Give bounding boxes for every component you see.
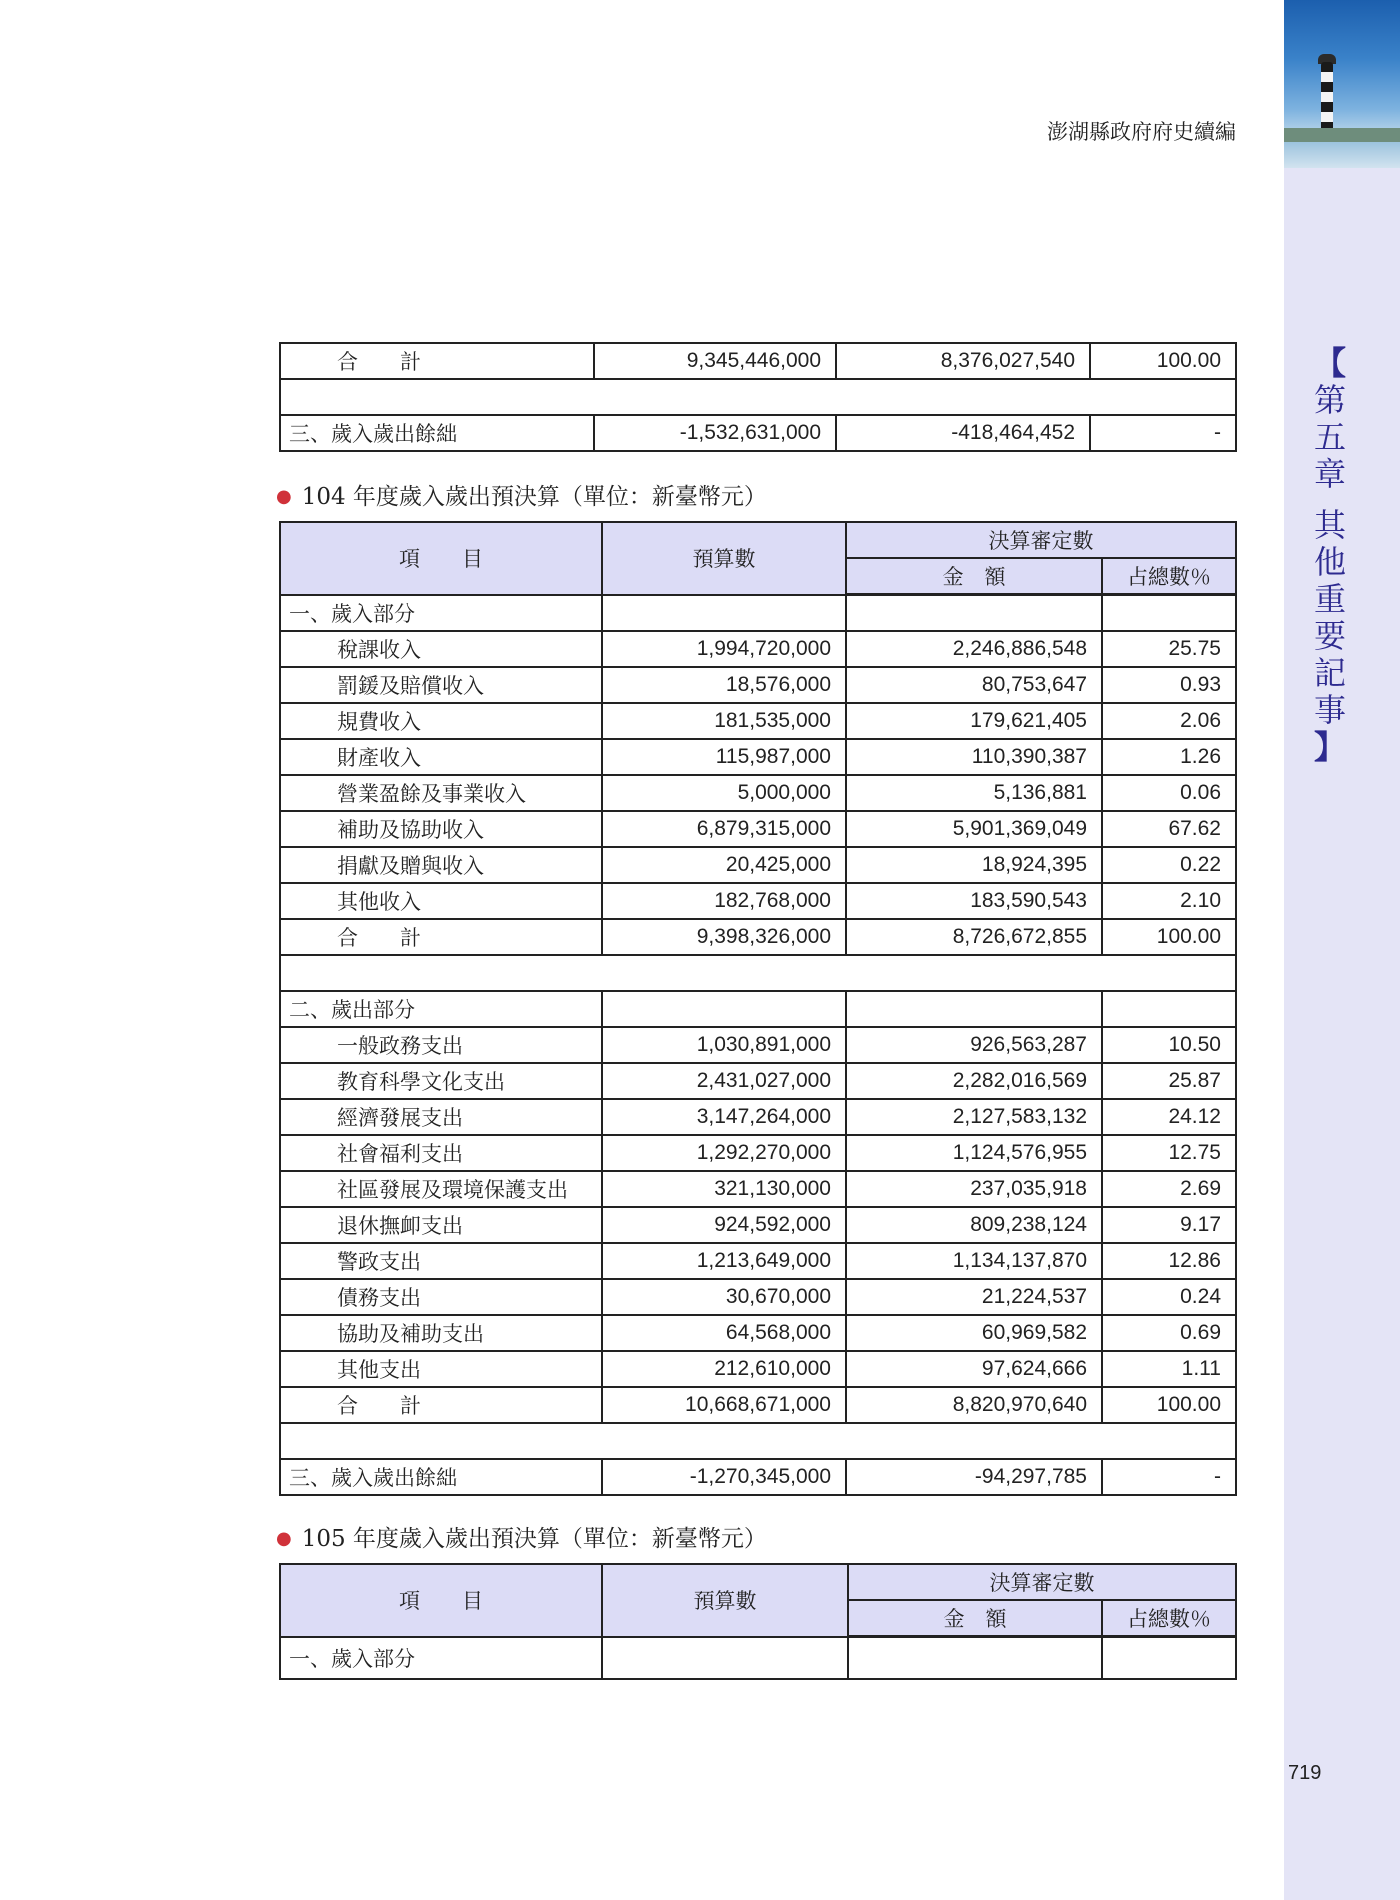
sea [1284, 142, 1400, 168]
amount-cell: 18,924,395 [846, 847, 1102, 883]
row-label: 社會福利支出 [280, 1135, 602, 1171]
amount-cell: 80,753,647 [846, 667, 1102, 703]
chapter-char: 【 [1313, 344, 1346, 382]
budget-cell: 1,292,270,000 [602, 1135, 846, 1171]
budget-cell: 30,670,000 [602, 1279, 846, 1315]
amount-cell: 8,820,970,640 [846, 1387, 1102, 1423]
row-label: 罰鍰及賠償收入 [280, 667, 602, 703]
table-row [280, 1243, 1236, 1279]
revenue-title: 一、歲入部分 [280, 1637, 602, 1679]
table-row [280, 811, 1236, 847]
amount-cell: -418,464,452 [836, 415, 1090, 451]
row-label: 捐獻及贈與收入 [280, 847, 602, 883]
amount-cell: 2,127,583,132 [846, 1099, 1102, 1135]
budget-cell: 212,610,000 [602, 1351, 846, 1387]
section-row [280, 991, 1236, 1027]
table-row [280, 1135, 1236, 1171]
amount-cell: 1,134,137,870 [846, 1243, 1102, 1279]
table-row [280, 631, 1236, 667]
budget-cell: 924,592,000 [602, 1207, 846, 1243]
amount-cell: 2,246,886,548 [846, 631, 1102, 667]
budget-cell: 1,030,891,000 [602, 1027, 846, 1063]
budget-cell: 9,345,446,000 [594, 343, 836, 379]
amount-cell: 5,136,881 [846, 775, 1102, 811]
table-row [280, 847, 1236, 883]
amount-cell: 97,624,666 [846, 1351, 1102, 1387]
table-row [280, 703, 1236, 739]
chapter-char: 五 [1313, 418, 1346, 456]
lighthouse-image [1284, 0, 1400, 168]
budget-cell: 1,213,649,000 [602, 1243, 846, 1279]
table-104 [279, 521, 1237, 1496]
row-label: 規費收入 [280, 703, 602, 739]
pct-cell: 12.75 [1102, 1135, 1236, 1171]
header-row [280, 1564, 1236, 1600]
row-label: 稅課收入 [280, 631, 602, 667]
table-row [280, 1171, 1236, 1207]
header-pct: 占總數％ [1102, 558, 1236, 595]
table-row [280, 1315, 1236, 1351]
blank-row [280, 379, 1236, 415]
amount-cell: 8,376,027,540 [836, 343, 1090, 379]
row-label: 合 計 [280, 919, 602, 955]
amount-cell: 1,124,576,955 [846, 1135, 1102, 1171]
bullet-icon: ● [276, 486, 292, 507]
table-row [280, 775, 1236, 811]
prev-table [279, 342, 1237, 452]
blank-row [280, 955, 1236, 991]
budget-cell: 6,879,315,000 [602, 811, 846, 847]
section-row [280, 1637, 1236, 1679]
section-heading-105 [276, 1520, 767, 1553]
table-row [280, 1387, 1236, 1423]
pct-cell: 100.00 [1090, 343, 1236, 379]
table-row [280, 1279, 1236, 1315]
amount-cell: 5,901,369,049 [846, 811, 1102, 847]
chapter-char: 其 [1313, 506, 1346, 544]
pct-cell: 0.93 [1102, 667, 1236, 703]
table-row [280, 1063, 1236, 1099]
budget-cell: 115,987,000 [602, 739, 846, 775]
header-budget: 預算數 [602, 1564, 848, 1637]
row-label: 其他收入 [280, 883, 602, 919]
row-label: 協助及補助支出 [280, 1315, 602, 1351]
header-amount: 金 額 [848, 1600, 1102, 1637]
revenue-rows [280, 631, 1236, 955]
row-label: 合 計 [280, 1387, 602, 1423]
pct-cell: 2.10 [1102, 883, 1236, 919]
heading-text: 104 年度歲入歲出預決算（單位：新臺幣元） [301, 484, 767, 510]
table-row [280, 739, 1236, 775]
chapter-gap [1300, 493, 1360, 507]
header-budget: 預算數 [602, 522, 846, 595]
pct-cell: 2.06 [1102, 703, 1236, 739]
page-number: 719 [1288, 1762, 1322, 1784]
book-title: 澎湖縣政府府史續編 [1047, 120, 1236, 144]
chapter-char: 他 [1313, 543, 1346, 581]
budget-cell: 18,576,000 [602, 667, 846, 703]
budget-cell: 5,000,000 [602, 775, 846, 811]
table-row [280, 343, 1236, 379]
budget-cell: 182,768,000 [602, 883, 846, 919]
chapter-char: 要 [1313, 617, 1346, 655]
amount-cell: 926,563,287 [846, 1027, 1102, 1063]
section-row [280, 595, 1236, 632]
chapter-char: 章 [1313, 455, 1346, 493]
amount-cell: 809,238,124 [846, 1207, 1102, 1243]
row-label: 經濟發展支出 [280, 1099, 602, 1135]
pct-cell: 0.69 [1102, 1315, 1236, 1351]
pct-cell: - [1102, 1459, 1236, 1495]
table-row [280, 667, 1236, 703]
chapter-char: 記 [1313, 654, 1346, 692]
pct-cell: 100.00 [1102, 919, 1236, 955]
row-label: 補助及協助收入 [280, 811, 602, 847]
pct-cell: 12.86 [1102, 1243, 1236, 1279]
budget-cell: -1,532,631,000 [594, 415, 836, 451]
row-label: 警政支出 [280, 1243, 602, 1279]
row-label: 營業盈餘及事業收入 [280, 775, 602, 811]
chapter-char: 事 [1313, 691, 1346, 729]
amount-cell: 179,621,405 [846, 703, 1102, 739]
header-item: 項 目 [280, 1564, 602, 1637]
budget-cell: 20,425,000 [602, 847, 846, 883]
pct-cell: 0.24 [1102, 1279, 1236, 1315]
row-label: 三、歲入歲出餘絀 [280, 415, 594, 451]
pct-cell: 1.11 [1102, 1351, 1236, 1387]
header-item: 項 目 [280, 522, 602, 595]
table-105 [279, 1563, 1237, 1680]
header-final: 決算審定數 [846, 522, 1236, 558]
chapter-char: 】 [1313, 728, 1346, 766]
budget-cell: 2,431,027,000 [602, 1063, 846, 1099]
row-label: 教育科學文化支出 [280, 1063, 602, 1099]
ground [1284, 128, 1400, 142]
pct-cell: 24.12 [1102, 1099, 1236, 1135]
expenditure-title: 二、歲出部分 [280, 991, 602, 1027]
table-row [280, 1027, 1236, 1063]
side-band [1284, 0, 1400, 1900]
pct-cell: 10.50 [1102, 1027, 1236, 1063]
pct-cell: 1.26 [1102, 739, 1236, 775]
table-row [280, 883, 1236, 919]
pct-cell: 0.22 [1102, 847, 1236, 883]
budget-cell: 10,668,671,000 [602, 1387, 846, 1423]
row-label: 社區發展及環境保護支出 [280, 1171, 602, 1207]
chapter-char: 重 [1313, 580, 1346, 618]
budget-cell: 181,535,000 [602, 703, 846, 739]
table-row [280, 919, 1236, 955]
budget-cell: 9,398,326,000 [602, 919, 846, 955]
pct-cell: 100.00 [1102, 1387, 1236, 1423]
chapter-char: 第 [1313, 381, 1346, 419]
budget-cell: 1,994,720,000 [602, 631, 846, 667]
amount-cell: 2,282,016,569 [846, 1063, 1102, 1099]
budget-cell: 64,568,000 [602, 1315, 846, 1351]
amount-cell: 60,969,582 [846, 1315, 1102, 1351]
budget-cell: 321,130,000 [602, 1171, 846, 1207]
table-row [280, 1207, 1236, 1243]
header-pct: 占總數％ [1102, 1600, 1236, 1637]
amount-cell: 183,590,543 [846, 883, 1102, 919]
header-final: 決算審定數 [848, 1564, 1236, 1600]
amount-cell: 110,390,387 [846, 739, 1102, 775]
amount-cell: -94,297,785 [846, 1459, 1102, 1495]
lighthouse-tower [1321, 62, 1333, 134]
pct-cell: 25.87 [1102, 1063, 1236, 1099]
pct-cell: 0.06 [1102, 775, 1236, 811]
table-row [280, 1459, 1236, 1495]
expenditure-rows [280, 1027, 1236, 1423]
row-label: 退休撫卹支出 [280, 1207, 602, 1243]
table-row [280, 1099, 1236, 1135]
row-label: 一般政務支出 [280, 1027, 602, 1063]
pct-cell: 67.62 [1102, 811, 1236, 847]
header-row [280, 522, 1236, 558]
amount-cell: 8,726,672,855 [846, 919, 1102, 955]
header-amount: 金 額 [846, 558, 1102, 595]
pct-cell: 2.69 [1102, 1171, 1236, 1207]
section-heading-104 [276, 478, 767, 511]
budget-cell: -1,270,345,000 [602, 1459, 846, 1495]
amount-cell: 21,224,537 [846, 1279, 1102, 1315]
budget-cell: 3,147,264,000 [602, 1099, 846, 1135]
blank-row [280, 1423, 1236, 1459]
table-row [280, 1351, 1236, 1387]
table-row [280, 415, 1236, 451]
heading-text: 105 年度歲入歲出預決算（單位：新臺幣元） [301, 1526, 767, 1552]
row-label: 其他支出 [280, 1351, 602, 1387]
row-label: 債務支出 [280, 1279, 602, 1315]
chapter-tab [1300, 345, 1360, 766]
pct-cell: 25.75 [1102, 631, 1236, 667]
revenue-title: 一、歲入部分 [280, 595, 602, 632]
bullet-icon: ● [276, 1528, 292, 1549]
row-label: 合 計 [280, 343, 594, 379]
pct-cell: 9.17 [1102, 1207, 1236, 1243]
row-label: 三、歲入歲出餘絀 [280, 1459, 602, 1495]
row-label: 財產收入 [280, 739, 602, 775]
amount-cell: 237,035,918 [846, 1171, 1102, 1207]
pct-cell: - [1090, 415, 1236, 451]
